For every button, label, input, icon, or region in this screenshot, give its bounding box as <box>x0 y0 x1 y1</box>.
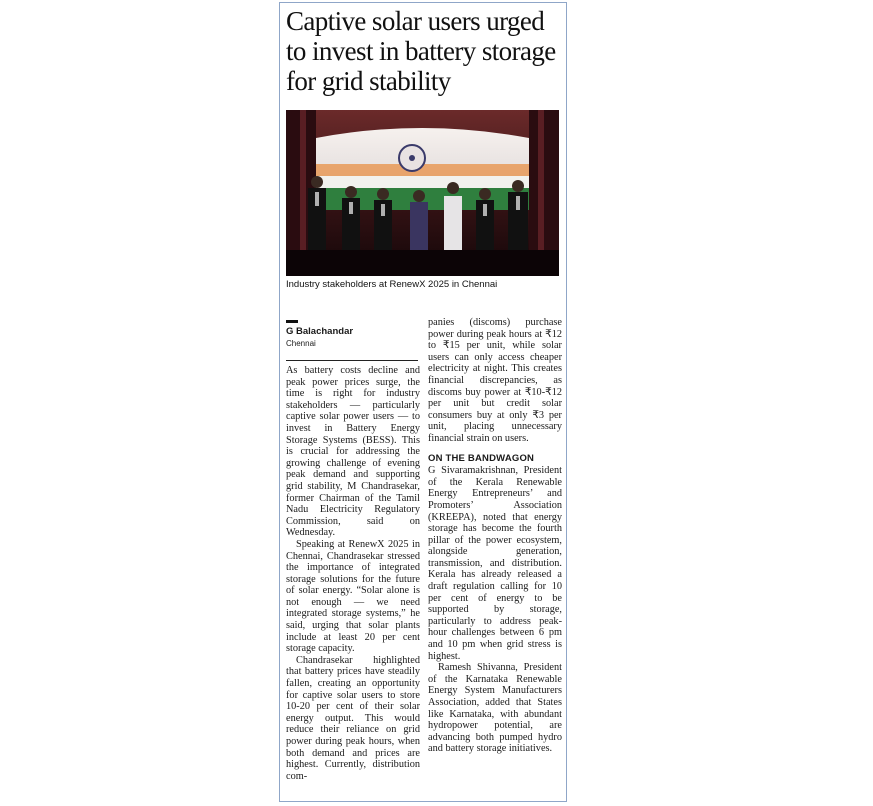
divider <box>286 360 418 361</box>
paragraph: Ramesh Shivanna, President of the Karnataka Renewable Energy System Manufacturers Association, added that States like Karnataka, with abundant hydropower potential, are advancing both pumped hydro and battery storage initiatives. <box>428 662 562 755</box>
paragraph: Chandrasekar highlighted that battery prices have steadily fallen, creating an opportunity for captive solar users to store 10-20 per cent of their solar energy output. This would reduce their reliance on grid power during peak hours, when both demand and prices are highest. Currently, distribution com- <box>286 654 420 782</box>
news-clipping <box>279 2 567 802</box>
article-column-1 <box>286 365 420 782</box>
byline: G Balachandar <box>286 326 354 337</box>
byline-rule <box>286 320 298 323</box>
headline-line: Captive solar users urged <box>286 6 545 36</box>
stage-photo-illustration <box>286 110 559 276</box>
event-photo <box>286 110 559 276</box>
article-column-2 <box>428 317 562 755</box>
paragraph: panies (discoms) purchase power during peak hours at ₹12 to ₹15 per unit, while solar users can only access cheaper electricity at night. This creates financial discrepancies, as discoms buy power at ₹10-₹12 per unit but credit solar consumers buy at only ₹3 per unit, placing unnecessary financial strain on users. <box>428 317 562 444</box>
headline <box>286 6 564 96</box>
paragraph: Speaking at RenewX 2025 in Chennai, Chandrasekar stressed the importance of integrated storage solutions for the future of solar energy. “Solar alone is not enough — we need integrated storage systems,” he said, urging that solar plants include at least 20 per cent storage capacity. <box>286 538 420 655</box>
paragraph: As battery costs decline and peak power prices surge, the time is right for industry stakeholders — particularly captive solar power users — to invest in Battery Energy Storage Systems (BESS). This is crucial for addressing the growing challenge of evening peak demand and supporting grid stability, M Chandrasekar, former Chairman of the Tamil Nadu Electricity Regulatory Commission, said on Wednesday. <box>286 365 420 539</box>
dateline: Chennai <box>286 339 316 348</box>
photo-caption: Industry stakeholders at RenewX 2025 in Chennai <box>286 279 498 290</box>
headline-line: for grid stability <box>286 66 451 96</box>
subhead: ON THE BANDWAGON <box>428 452 535 464</box>
paragraph: G Sivaramakrishnan, President of the Kerala Renewable Energy Entrepreneurs’ and Promoters’ Association (KREEPA), noted that energy storage has become the fourth pillar of the power ecosystem, alongside generation, transmission, and distribution. Kerala has already released a draft regulation calling for 10 per cent of energy to be supported by storage, particularly to address peak-hour challenges between 6 pm and 10 pm when grid stress is highest. <box>428 465 562 662</box>
headline-line: to invest in battery storage <box>286 36 556 66</box>
